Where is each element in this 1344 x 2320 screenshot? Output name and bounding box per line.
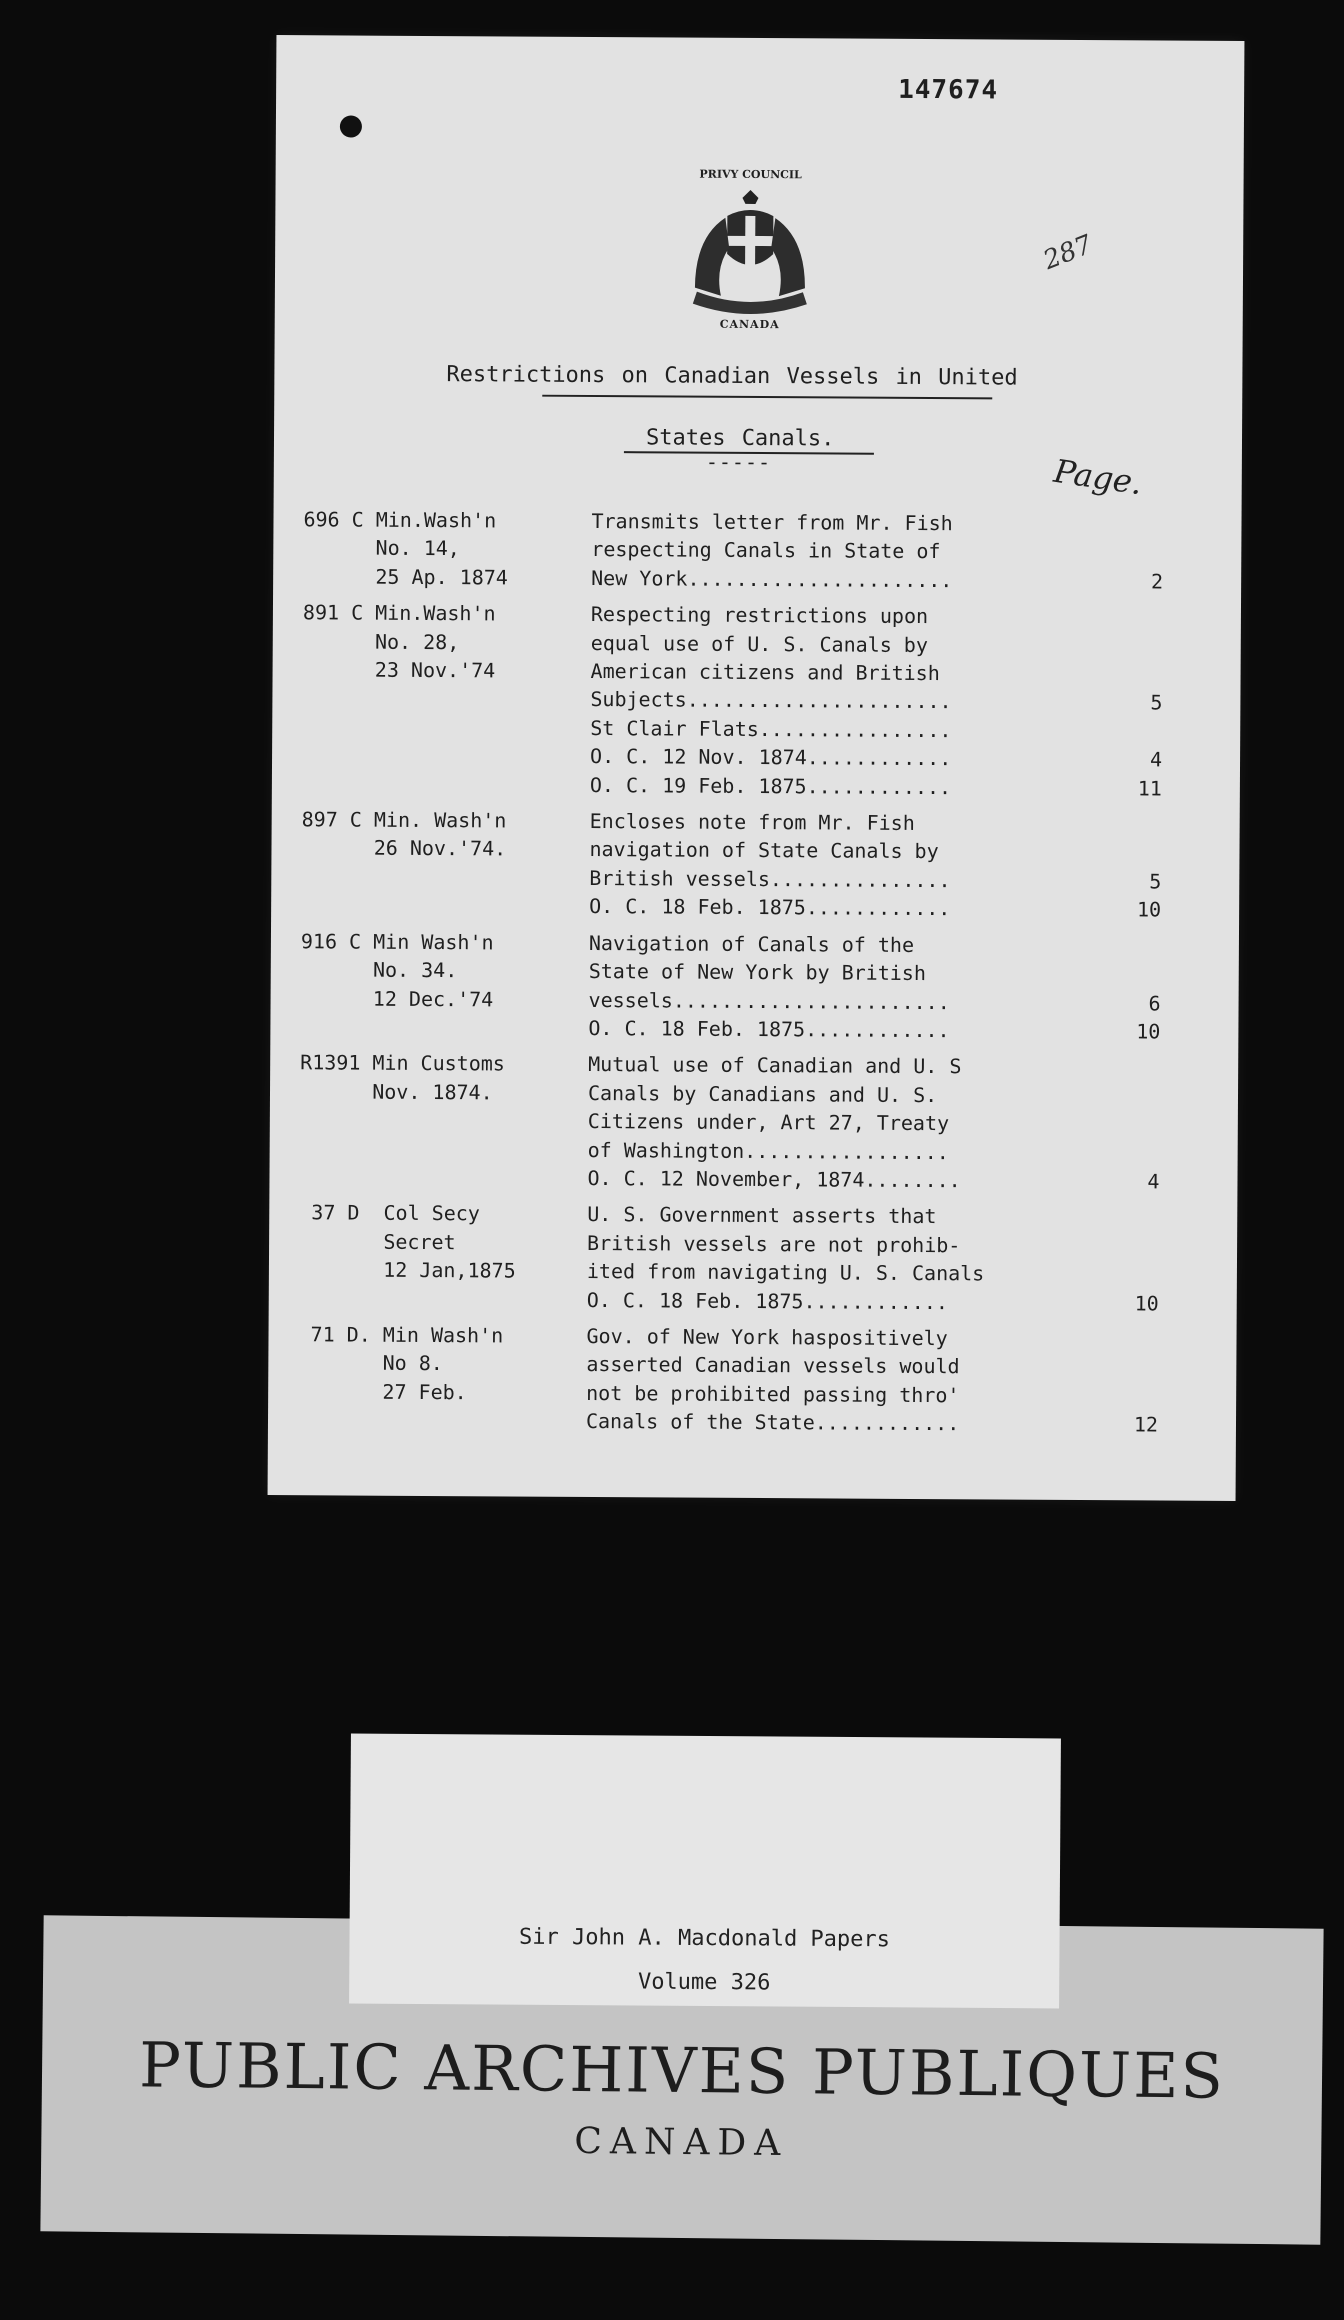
- entry-reference: 71 D. Min Wash'n No 8. 27 Feb.: [298, 1322, 504, 1405]
- entry-pages: 12: [1133, 1327, 1159, 1437]
- entry-pages: 2: [1151, 512, 1164, 594]
- collection-name: Sir John A. Macdonald Papers: [519, 1924, 891, 1953]
- index-entry: [302, 598, 1223, 802]
- coat-of-arms-icon: [675, 167, 826, 338]
- entry-description: Mutual use of Canadian and U. S Canals by Canadians and U. S. Citizens under, Art 27, Treaty of Washington................. O. C. 12 November, 1874........: [587, 1052, 962, 1193]
- entry-description: Transmits letter from Mr. Fish respecting Canals in State of New York......................: [591, 508, 953, 593]
- index-entry: [298, 1320, 1219, 1439]
- punch-hole: [340, 115, 362, 137]
- index-entries: [298, 505, 1224, 1439]
- collection-volume: Volume 326: [637, 1969, 771, 1996]
- archives-title: PUBLIC ARCHIVES PUBLIQUES: [138, 2028, 1226, 2113]
- entry-description: Gov. of New York haspositively asserted Canadian vessels would not be prohibited passing thro' Canals of the State............: [585, 1323, 960, 1436]
- index-entry: [299, 1049, 1220, 1197]
- separator-dashes: -----: [705, 449, 772, 475]
- index-entry: [300, 927, 1221, 1046]
- handwritten-folio-number: 287: [1039, 229, 1097, 276]
- entry-reference: 696 C Min.Wash'n No. 14, 25 Ap. 1874: [303, 507, 508, 590]
- archives-country: CANADA: [574, 2120, 789, 2165]
- index-entry: [303, 505, 1224, 596]
- collection-label-card: [349, 1734, 1061, 2009]
- entry-pages: 5 10: [1136, 812, 1162, 922]
- title-line-2: States Canals.: [645, 425, 835, 452]
- document-number: 147674: [898, 74, 999, 106]
- entry-pages: 6 10: [1136, 934, 1161, 1044]
- entry-reference: 897 C Min. Wash'n 26 Nov.'74.: [301, 807, 507, 861]
- title-line-1: Restrictions on Canadian Vessels in United: [446, 362, 1018, 391]
- document-page: [268, 35, 1245, 1501]
- entry-reference: 916 C Min Wash'n No. 34. 12 Dec.'74: [300, 928, 494, 1011]
- entry-pages: 10: [1134, 1205, 1160, 1316]
- page-column-header: Page.: [1051, 451, 1145, 503]
- privy-council-seal: [675, 167, 826, 338]
- entry-description: Encloses note from Mr. Fish navigation of State Canals by British vessels............... O. C. 18 Feb. 1875............: [589, 809, 951, 921]
- entry-pages: 4: [1147, 1055, 1161, 1194]
- index-entry: [301, 805, 1222, 924]
- index-entry: [299, 1199, 1220, 1318]
- entry-description: Respecting restrictions upon equal use of U. S. Canals by American citizens and British Subjects...................... St Clair Flats................ O. C. 12 Nov. 1874............ O. C. 19 Feb. 1875............: [589, 602, 952, 799]
- entry-description: Navigation of Canals of the State of New York by British vessels....................... O. C. 18 Feb. 1875............: [588, 930, 950, 1043]
- entry-description: U. S. Government asserts that British vessels are not prohib- ited from navigating U. S. Canals O. C. 18 Feb. 1875............: [586, 1202, 985, 1314]
- entry-reference: 37 D Col Secy Secret 12 Jan,1875: [298, 1200, 516, 1283]
- entry-reference: R1391 Min Customs Nov. 1874.: [299, 1050, 505, 1105]
- seal-bottom-text: CANADA: [719, 317, 780, 332]
- entry-pages: 5 4 11: [1137, 605, 1163, 801]
- entry-reference: 891 C Min.Wash'n No. 28, 23 Nov.'74: [302, 600, 496, 683]
- title-underline: [542, 395, 992, 400]
- seal-top-text: PRIVY COUNCIL: [699, 167, 802, 182]
